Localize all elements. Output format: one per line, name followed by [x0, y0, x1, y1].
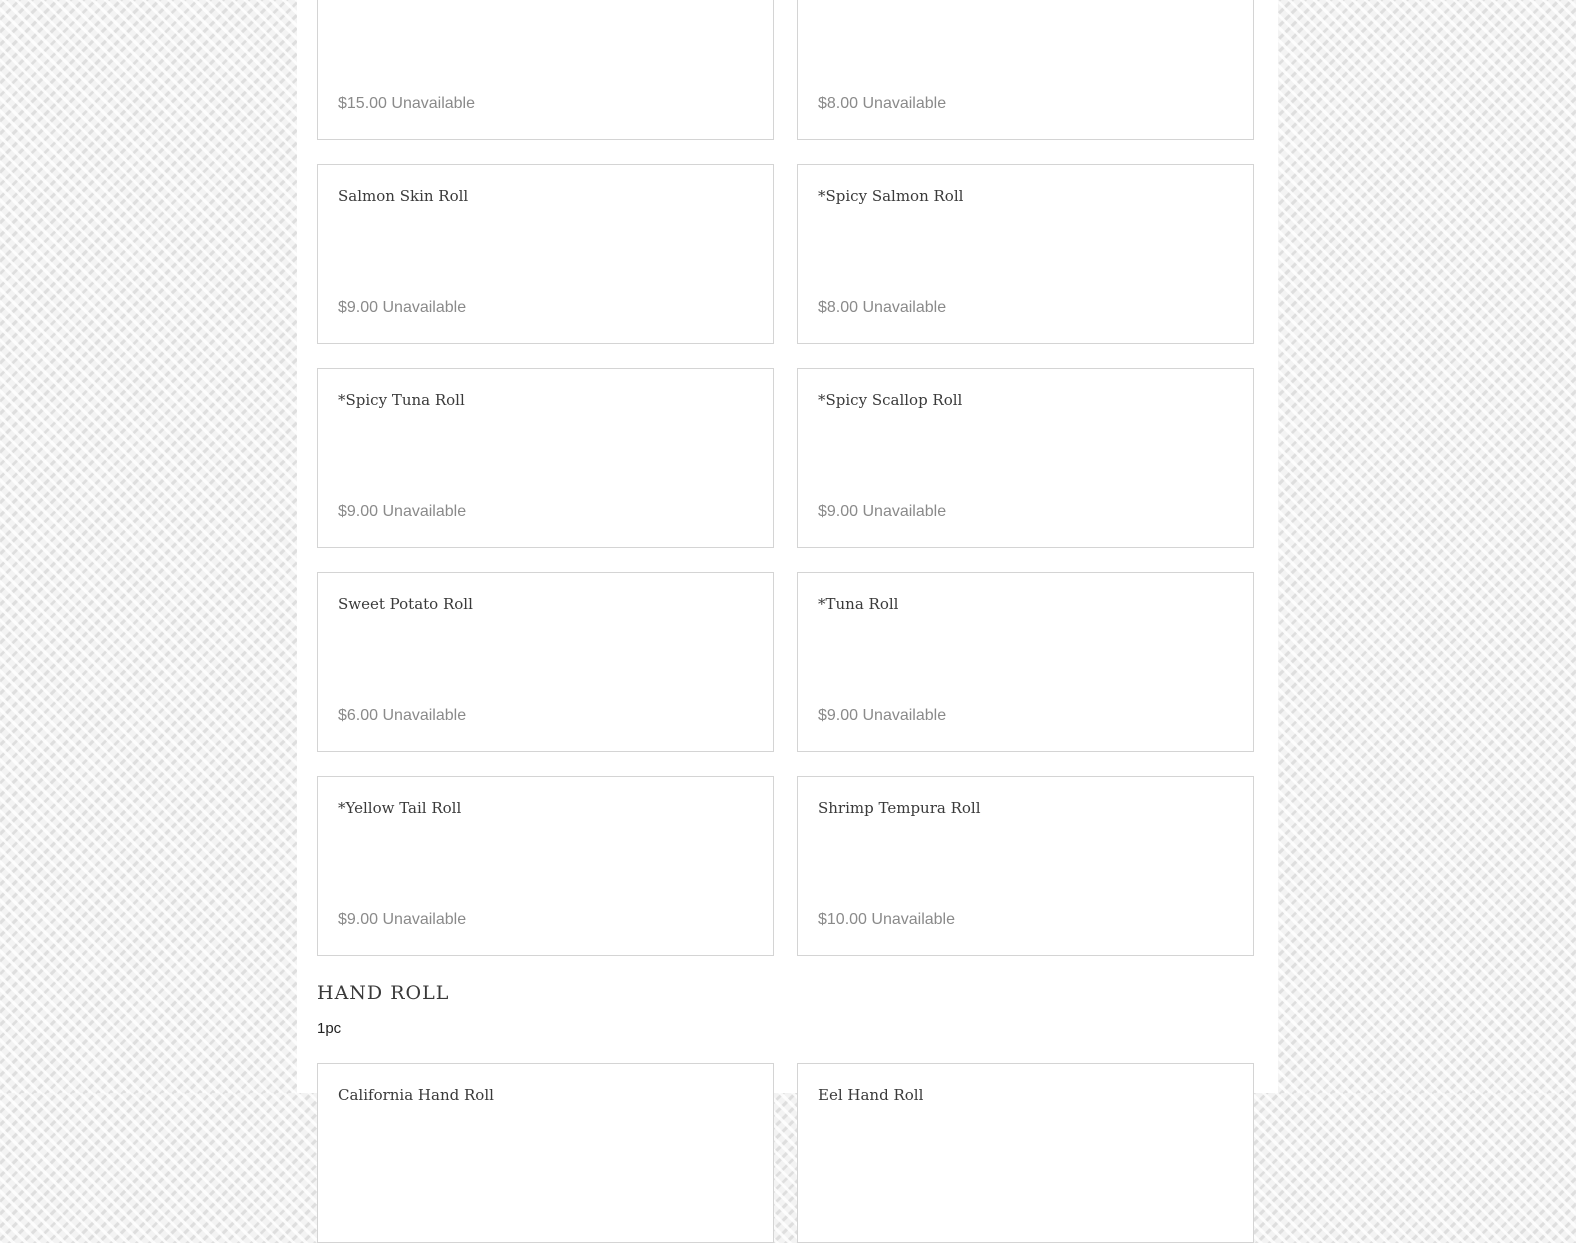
menu-item-price-line	[338, 95, 475, 113]
menu-item-price: $15.00	[338, 95, 387, 112]
menu-item-name: Salmon Skin Roll	[338, 187, 469, 205]
menu-item-price-line	[818, 95, 946, 113]
menu-item-price: $8.00	[818, 299, 859, 316]
menu-item-name: California Hand Roll	[338, 1086, 494, 1104]
menu-item-card[interactable]	[317, 164, 774, 344]
menu-item-status: Unavailable	[382, 911, 467, 928]
menu-item-name: Eel Hand Roll	[818, 1086, 924, 1104]
menu-item-status: Unavailable	[871, 911, 955, 928]
menu-item-card[interactable]	[317, 0, 774, 140]
section-title-hand-roll: HAND ROLL	[317, 982, 450, 1004]
menu-item-status: Unavailable	[862, 95, 947, 112]
menu-item-status: Unavailable	[391, 95, 475, 112]
menu-item-card[interactable]	[797, 164, 1254, 344]
menu-item-card[interactable]	[797, 572, 1254, 752]
menu-item-name: *Spicy Salmon Roll	[818, 187, 964, 205]
menu-item-card[interactable]	[797, 368, 1254, 548]
menu-item-price: $10.00	[818, 911, 867, 928]
menu-item-card[interactable]	[317, 368, 774, 548]
menu-item-card[interactable]	[797, 1063, 1254, 1243]
menu-item-status: Unavailable	[382, 707, 467, 724]
menu-item-price-line	[818, 299, 946, 317]
menu-item-name: *Yellow Tail Roll	[338, 799, 462, 817]
menu-item-price-line	[818, 911, 955, 929]
menu-item-price: $8.00	[818, 95, 859, 112]
menu-item-card[interactable]	[797, 776, 1254, 956]
menu-item-price: $6.00	[338, 707, 379, 724]
menu-item-price: $9.00	[338, 911, 379, 928]
menu-item-price-line	[338, 299, 466, 317]
menu-item-status: Unavailable	[382, 299, 467, 316]
menu-item-price: $9.00	[818, 503, 859, 520]
menu-item-card[interactable]	[317, 572, 774, 752]
menu-item-name: Sweet Potato Roll	[338, 595, 473, 613]
menu-item-name: *Spicy Tuna Roll	[338, 391, 465, 409]
section-note: 1pc	[317, 1020, 342, 1037]
menu-item-price-line	[338, 503, 466, 521]
menu-page	[297, 0, 1278, 1104]
menu-item-name: *Tuna Roll	[818, 595, 899, 613]
menu-item-price: $9.00	[338, 503, 379, 520]
menu-item-status: Unavailable	[862, 299, 947, 316]
menu-item-price: $9.00	[818, 707, 859, 724]
menu-item-card[interactable]	[317, 776, 774, 956]
menu-item-name: *Spicy Scallop Roll	[818, 391, 963, 409]
menu-item-card[interactable]	[317, 1063, 774, 1243]
menu-item-name: Shrimp Tempura Roll	[818, 799, 981, 817]
menu-item-card[interactable]	[797, 0, 1254, 140]
menu-item-price-line	[338, 707, 466, 725]
menu-item-status: Unavailable	[862, 503, 947, 520]
menu-item-price-line	[818, 707, 946, 725]
menu-item-status: Unavailable	[862, 707, 947, 724]
menu-item-price: $9.00	[338, 299, 379, 316]
menu-item-price-line	[338, 911, 466, 929]
menu-item-status: Unavailable	[382, 503, 467, 520]
menu-item-price-line	[818, 503, 946, 521]
